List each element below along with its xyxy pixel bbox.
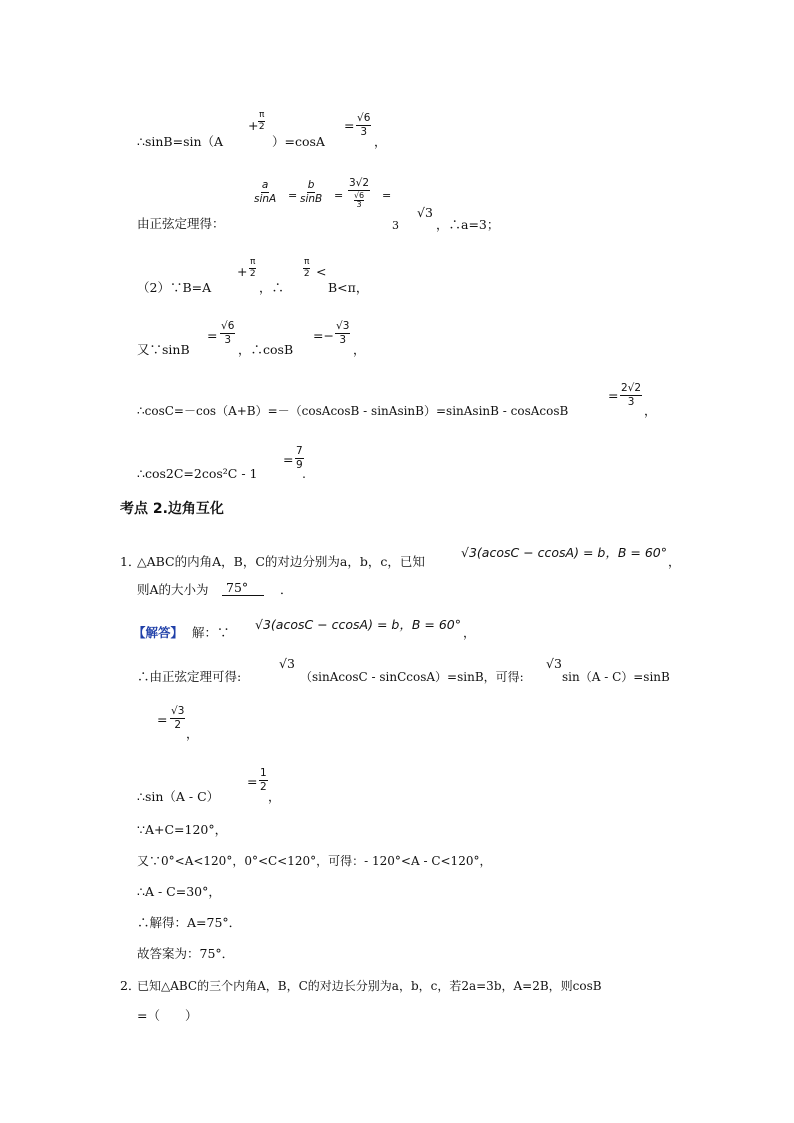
text: ∴cos2C=2cos²C - 1 [137, 466, 258, 481]
root3: √3 [546, 656, 562, 671]
period: ． [280, 582, 293, 597]
fraction-2root2-over-3: $\frac{2√2}{3}$ [621, 382, 642, 408]
text: sin（A - C）=sinB [562, 670, 670, 684]
fraction-7-over-9: $\frac{7}{9}$ [296, 445, 303, 471]
text: 又∵sinB [137, 342, 190, 357]
fraction-pi-over-2: $\frac{\pi}{2}$ [258, 110, 265, 132]
text: （2）∵B=A [137, 280, 212, 295]
question-text-line2: =（ ） [137, 1008, 198, 1023]
question-text-line2: 则A的大小为 [137, 582, 209, 597]
text: ∴A - C=30°， [137, 884, 221, 899]
text: B<π， [328, 280, 369, 295]
fraction-root6-over-3: $\frac{√6}{3}$ [357, 112, 371, 138]
formula: √3(acosC − ccosA) = b，B = 60° [255, 617, 461, 632]
text: ∴由正弦定理可得: [137, 669, 242, 684]
three: 3 [392, 219, 399, 232]
text: 故答案为：75°． [137, 946, 235, 961]
equals: = [283, 452, 294, 467]
plus: + [237, 264, 248, 279]
root3: √3 [417, 205, 433, 220]
equals: = [608, 388, 619, 403]
question-number: 1． [120, 554, 141, 569]
equals: = [207, 328, 218, 343]
fraction-root3-over-2: $\frac{√3}{2}$ [171, 705, 185, 731]
equals-negative: =− [313, 328, 334, 343]
plus: + [248, 118, 259, 133]
equals: = [344, 118, 355, 133]
fraction-3root2-over-root6-over-3: 3√2 √6 3 [349, 177, 370, 209]
fraction-1-over-2: $\frac{1}{2}$ [260, 767, 267, 793]
text: ∴解得：A=75°． [137, 915, 242, 930]
text: ∴sinB=sin（A [137, 134, 224, 149]
equals: = [382, 189, 392, 202]
equals: = [288, 189, 298, 202]
fraction-pi-over-2: $\frac{\pi}{2}$ [249, 257, 256, 279]
text: 解：∵ [192, 625, 230, 640]
fraction-pi-over-2: $\frac{\pi}{2}$ [303, 257, 310, 279]
equals: = [334, 189, 344, 202]
comma: ， [186, 726, 199, 741]
answer-tag: 【解答】 [133, 625, 184, 640]
root3: √3 [279, 656, 295, 671]
comma: ， [463, 625, 476, 640]
text: ∵A+C=120°， [137, 822, 228, 837]
period: . [302, 466, 306, 481]
comma: ， [268, 789, 281, 804]
less-than: < [316, 264, 327, 279]
comma: ， [668, 554, 681, 569]
question-text: 已知△ABC的三个内角A，B，C的对边长分别为a，b，c，若2a=3b，A=2B，则cosB [137, 979, 602, 993]
equals: = [157, 712, 168, 727]
comma: ， [644, 403, 657, 418]
section-title: 考点 2.边角互化 [120, 501, 224, 517]
answer-blank: 75° [222, 582, 264, 596]
text: 又∵0°<A<120°，0°<C<120°，可得：- 120°<A - C<120°， [137, 854, 492, 868]
fraction-b-over-sinB: $\frac{b}{\sin B}$ [300, 179, 323, 205]
formula: √3(acosC − ccosA) = b，B = 60° [461, 545, 667, 560]
text: ∴cosC=－cos（A+B）=－（cosAcosB - sinAsinB）=sinAsinB - cosAcosB [137, 404, 569, 418]
comma: ， [353, 342, 366, 357]
comma: ， [374, 134, 387, 149]
text: ∴sin（A - C） [137, 789, 220, 804]
question-text: △ABC的内角A，B，C的对边分别为a，b，c，已知 [137, 554, 425, 569]
fraction-root6-over-3: $\frac{√6}{3}$ [221, 320, 235, 346]
text: （sinAcosC - sinCcosA）=sinB，可得: [300, 670, 524, 684]
label: 由正弦定理得： [137, 216, 225, 231]
text: ，∴a=3； [436, 217, 500, 232]
question-number: 2． [120, 978, 141, 993]
text: ，∴cosB [238, 342, 294, 357]
fraction-root3-over-3: $\frac{√3}{3}$ [336, 320, 350, 346]
equals: = [247, 774, 258, 789]
text: ，∴ [259, 280, 285, 295]
fraction-a-over-sinA: $\frac{a}{\sin A}$ [254, 179, 277, 205]
text: ）=cosA [272, 134, 325, 149]
